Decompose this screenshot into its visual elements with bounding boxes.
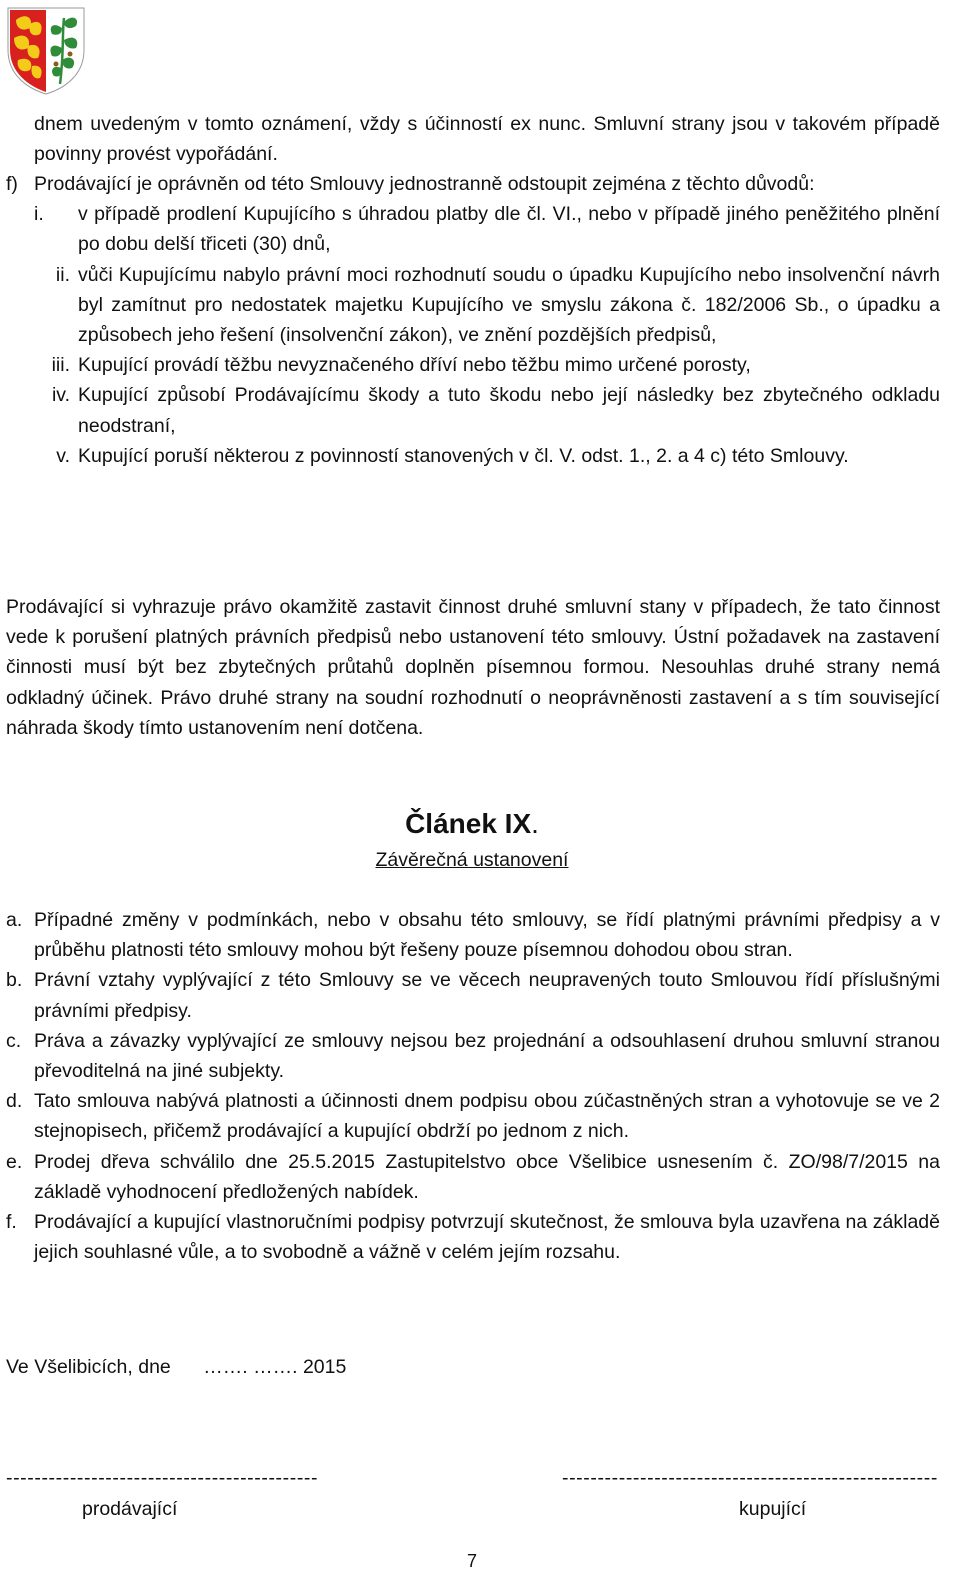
article-title-dot: . [531,808,539,839]
sublist-item-v [6,441,940,471]
list-marker: c. [6,1029,22,1052]
list-marker: f. [6,1211,17,1234]
continuation-paragraph [6,109,940,169]
list-item-text: Právní vztahy vyplývající z této Smlouvy se ve věcech neupravených touto Smlouvou řídí příslušnými právními předpisy. [34,969,940,1022]
place-date: Ve Všelibicích, dne ……. ……. 2015 [6,1356,347,1378]
list-marker: a. [6,909,23,931]
sublist-marker: v. [56,444,70,467]
list-item-f [6,1207,940,1267]
list-item-text: Tato smlouva nabývá platnosti a účinnosti dnem podpisu obou zúčastněných stran a vyhotovuje se ve 2 stejnopisech, přičemž prodávající a kupující obdrží po jednom z nich. [34,1090,940,1143]
seller-signature-line: -------------------------------------------- [6,1467,319,1489]
list-item-text: Prodej dřeva schválilo dne 25.5.2015 Zastupitelstvo obce Všelibice usnesením č. ZO/98/7/2015 na základě vyhodnocení předložených nabídek. [34,1150,940,1203]
list-item-text: Případné změny v podmínkách, nebo v obsahu této smlouvy, se řídí platnými právními předpisy a v průběhu platnosti této smlouvy mohou být řešeny pouze písemnou dohodou obou stran. [34,909,940,962]
list-item-c [6,1026,940,1086]
list-item-text: Práva a závazky vyplývající ze smlouvy nejsou bez projednání a odsouhlasení druhou smluvní stranou převoditelná na jiné subjekty. [34,1029,940,1083]
sublist-item-text: Kupující způsobí Prodávajícímu škody a tuto škodu nebo její následky bez zbytečného odkladu neodstraní, [78,384,940,437]
list-marker: f) [6,173,18,195]
withdrawal-clause [6,169,940,471]
list-item-d [6,1086,940,1146]
list-item-f [6,169,940,199]
list-item-a [6,905,940,965]
page-number: 7 [466,1551,477,1571]
final-provisions-list [6,905,940,1267]
sublist-item-iv [6,380,940,440]
sublist-item-i [6,199,940,259]
sublist-item-text: Kupující poruší některou z povinností stanovených v čl. V. odst. 1., 2. a 4 c) této Smlouvy. [78,444,849,467]
article-title [0,806,944,842]
buyer-label: kupující [739,1498,807,1520]
sublist-item-text: v případě prodlení Kupujícího s úhradou platby dle čl. VI., nebo v případě jiného peněžitého plnění po dobu delší třiceti (30) dnů, [78,203,940,256]
article-subtitle: Závěrečná ustanovení [375,849,569,871]
list-marker: b. [6,969,23,992]
sublist-marker: iv. [51,384,70,407]
list-item-e [6,1147,940,1207]
list-item-text: Prodávající a kupující vlastnoručními podpisy potvrzují skutečnost, že smlouva byla uzavřena na základě jejich souhlasné vůle, a to svobodně a vážně v celém jejím rozsahu. [34,1211,940,1264]
buyer-signature-line: ----------------------------------------------------- [562,1467,938,1489]
list-item [6,109,940,169]
sublist-item-text: vůči Kupujícímu nabylo právní moci rozhodnutí soudu o úpadku Kupujícího nebo insolvenční návrh byl zamítnut pro nedostatek majetku Kupujícího ve smyslu zákona č. 182/2006 Sb., o úpadku a způsobech jeho řešení (insolvenční zákon), ve znění pozdějších předpisů, [78,263,940,347]
list-item-text: Prodávající je oprávněn od této Smlouvy jednostranně odstoupit zejména z těchto důvodů: [34,173,815,195]
sublist-marker: ii. [55,263,70,286]
sublist-item-iii [6,350,940,380]
list-marker: d. [6,1090,23,1113]
list-item-b [6,965,940,1025]
sublist-marker: i. [34,203,44,226]
sublist-item-ii [6,260,940,351]
continuation-text: dnem uvedeným v tomto oznámení, vždy s účinností ex nunc. Smluvní strany jsou v takovém případě povinny provést vypořádání. [34,113,940,166]
sublist-marker: iii. [51,354,70,377]
sublist-item-text: Kupující provádí těžbu nevyznačeného dříví nebo těžbu mimo určené porosty, [78,354,751,377]
stop-activity-paragraph: Prodávající si vyhrazuje právo okamžitě zastavit činnost druhé smluvní stany v případech, že tato činnost vede k porušení platných právních předpisů nebo ustanovení této smlouvy. Ústní požadavek na zastavení činnosti musí být bez zbytečných průtahů doplněn písemnou formou. Nesouhlas druhé strany nemá odkladný účinek. Právo druhé strany na soudní rozhodnutí o neoprávněnosti zastavení a s tím související náhrada škody tímto ustanovením není dotčena. [6,596,940,739]
article-title-text: Článek IX [405,808,532,839]
seller-label: prodávající [82,1498,178,1520]
list-marker: e. [6,1150,23,1173]
coat-of-arms-logo [4,4,88,96]
